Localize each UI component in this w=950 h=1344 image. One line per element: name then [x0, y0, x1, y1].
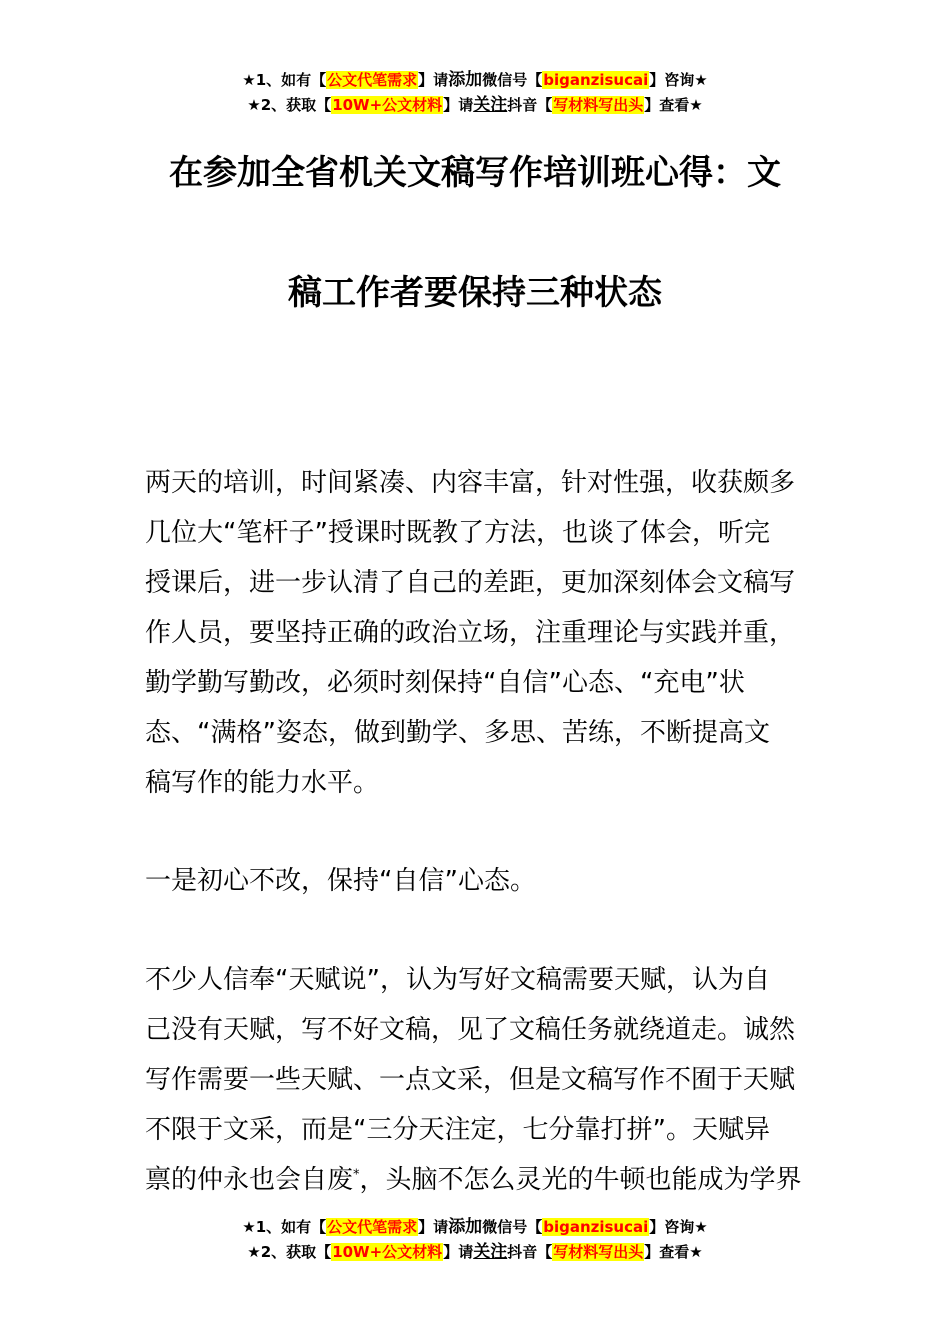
text-line: 不少人信奉“天赋说”，认为写好文稿需要天赋，认为自 — [145, 965, 770, 995]
text-line: 勤学勤写勤改，必须时刻保持“自信”心态、“充电”状 — [145, 668, 745, 698]
text-line: 一是初心不改，保持“自信”心态。 — [145, 866, 536, 896]
document-title-line-1: 在参加全省机关文稿写作培训班心得：文 — [169, 153, 781, 193]
highlight-materials: 10W+公文材料 — [332, 1243, 443, 1261]
promo-line-2: ★2、获取【10W+公文材料】请关注抖音【写材料写出头】查看★ — [247, 95, 703, 115]
promo-line-2: ★2、获取【10W+公文材料】请关注抖音【写材料写出头】查看★ — [247, 1242, 703, 1262]
text-line: 写作需要一些天赋、一点文采，但是文稿写作不囿于天赋 — [145, 1065, 796, 1095]
section-heading-1 — [145, 856, 810, 906]
text-line: 己没有天赋，写不好文稿，见了文稿任务就绕道走。诚然 — [145, 1015, 796, 1045]
header-promo-banner — [0, 68, 950, 118]
text-line: 授课后，进一步认清了自己的差距，更加深刻体会文稿写 — [145, 568, 796, 598]
text-line: 态、“满格”姿态，做到勤学、多思、苦练，不断提高文 — [145, 718, 770, 748]
text-line: 禀的仲永也会自废*，头脑不怎么灵光的牛顿也能成为学界 — [145, 1165, 802, 1195]
paragraph-intro — [145, 458, 810, 808]
text-line: 稿写作的能力水平。 — [145, 768, 380, 798]
text-line: 作人员，要坚持正确的政治立场，注重理论与实践并重， — [145, 618, 796, 648]
footer-promo-banner — [0, 1215, 950, 1265]
paragraph-section-1 — [145, 955, 810, 1205]
promo-line-1: ★1、如有【公文代笔需求】请添加微信号【biganzisucai】咨询★ — [242, 70, 708, 90]
highlight-ghostwriting: 公文代笔需求 — [327, 1218, 418, 1236]
footnote-marker: * — [353, 1167, 360, 1183]
highlight-douyin-account: 写材料写出头 — [553, 96, 644, 114]
highlight-wechat-id: biganzisucai — [543, 71, 649, 89]
document-title-line-2: 稿工作者要保持三种状态 — [288, 273, 662, 313]
promo-line-1: ★1、如有【公文代笔需求】请添加微信号【biganzisucai】咨询★ — [242, 1217, 708, 1237]
highlight-douyin-account: 写材料写出头 — [553, 1243, 644, 1261]
text-line: 不限于文采，而是“三分天注定，七分靠打拼”。天赋异 — [145, 1115, 770, 1145]
highlight-materials: 10W+公文材料 — [332, 96, 443, 114]
highlight-ghostwriting: 公文代笔需求 — [327, 71, 418, 89]
text-line: 两天的培训，时间紧凑、内容丰富，针对性强，收获颇多 — [145, 468, 796, 498]
highlight-wechat-id: biganzisucai — [543, 1218, 649, 1236]
text-line: 几位大“笔杆子”授课时既教了方法，也谈了体会，听完 — [145, 518, 770, 548]
